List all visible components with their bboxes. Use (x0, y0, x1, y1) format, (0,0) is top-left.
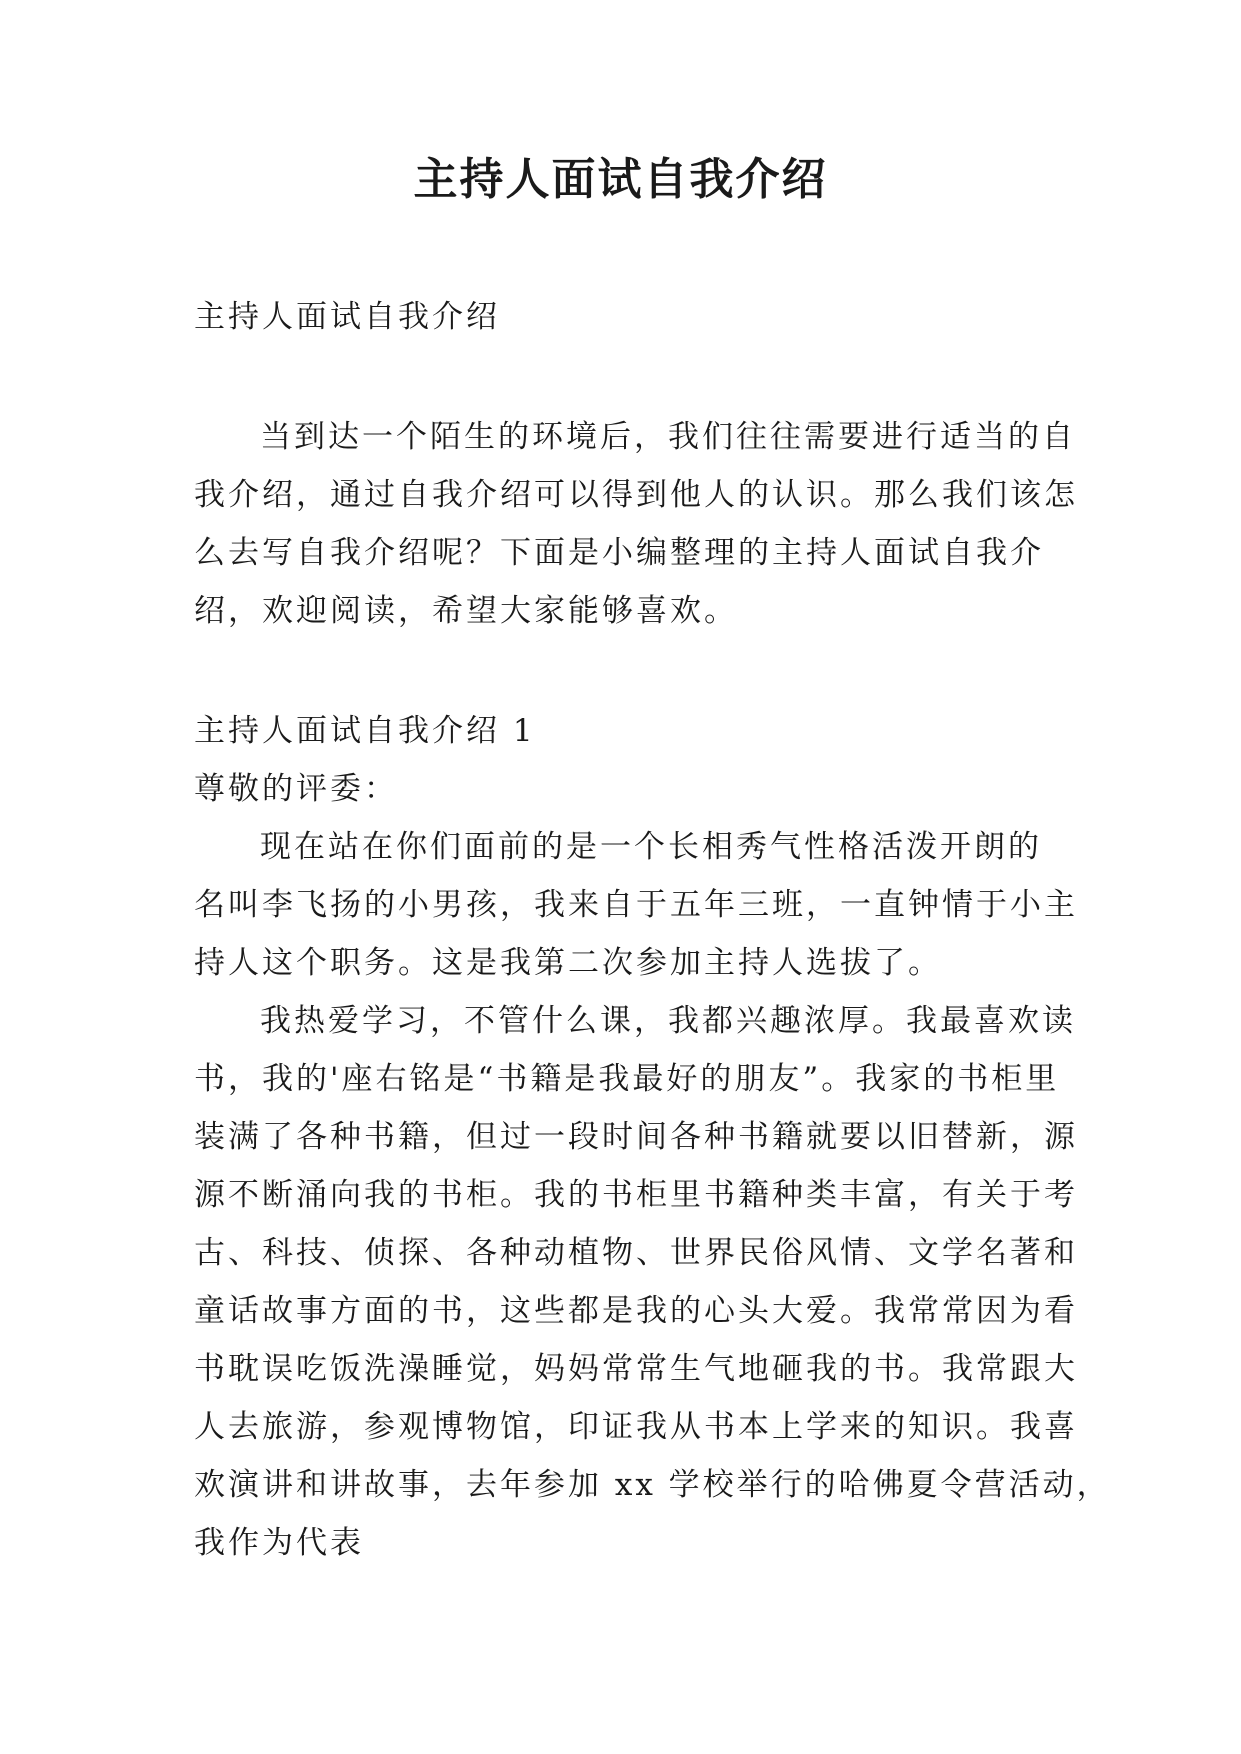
spacer (194, 346, 1054, 408)
paragraph-line: 持人这个职务。这是我第二次参加主持人选拔了。 (194, 945, 942, 981)
paragraph-line: 欢演讲和讲故事，去年参加 xx 学校举行的哈佛夏令营活动， (194, 1467, 1111, 1503)
paragraph-line: 名叫李飞扬的小男孩，我来自于五年三班，一直钟情于小主 (194, 887, 1078, 923)
paragraph-line: 人去旅游，参观博物馆，印证我从书本上学来的知识。我喜 (194, 1409, 1078, 1445)
document-title: 主持人面试自我介绍 (413, 154, 828, 205)
intro-line: 么去写自我介绍呢？下面是小编整理的主持人面试自我介 (194, 535, 1044, 571)
paragraph-line: 我热爱学习，不管什么课，我都兴趣浓厚。我最喜欢读 (260, 1003, 1076, 1039)
paragraph-line: 书耽误吃饭洗澡睡觉，妈妈常常生气地砸我的书。我常跟大 (194, 1351, 1078, 1387)
paragraph-line: 我作为代表 (194, 1525, 364, 1561)
salutation: 尊敬的评委： (194, 771, 398, 807)
spacer (194, 640, 1054, 702)
intro-line: 我介绍，通过自我介绍可以得到他人的认识。那么我们该怎 (194, 477, 1078, 513)
paragraph-line: 书，我的'座右铭是“书籍是我最好的朋友”。我家的书柜里 (194, 1061, 1060, 1097)
paragraph-line: 童话故事方面的书，这些都是我的心头大爱。我常常因为看 (194, 1293, 1078, 1329)
intro-line: 当到达一个陌生的环境后，我们往往需要进行适当的自 (260, 419, 1076, 455)
paragraph-line: 装满了各种书籍，但过一段时间各种书籍就要以旧替新，源 (194, 1119, 1078, 1155)
intro-line: 绍，欢迎阅读，希望大家能够喜欢。 (194, 593, 738, 629)
intro-paragraph (194, 408, 1078, 640)
paragraph-1 (194, 818, 1078, 992)
paragraph-line: 现在站在你们面前的是一个长相秀气性格活泼开朗的 (260, 829, 1042, 865)
paragraph-line: 古、科技、侦探、各种动植物、世界民俗风情、文学名著和 (194, 1235, 1078, 1271)
section-heading: 主持人面试自我介绍 1 (194, 713, 536, 749)
document-body (194, 288, 1111, 1572)
document-subtitle: 主持人面试自我介绍 (194, 299, 500, 335)
paragraph-2 (194, 992, 1111, 1572)
paragraph-line: 源不断涌向我的书柜。我的书柜里书籍种类丰富，有关于考 (194, 1177, 1078, 1213)
